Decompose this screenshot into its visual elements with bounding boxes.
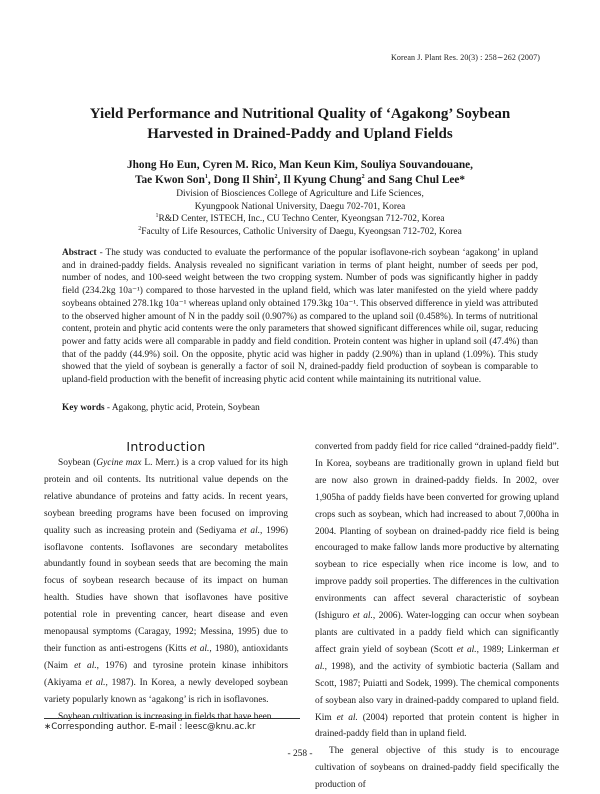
affiliation-1: $^1$R&D Center, ISTECH, Inc., CU Techno Center, Kyeongsan 712-702, Korea bbox=[155, 213, 445, 225]
authors-line-2 bbox=[40, 173, 560, 188]
affiliations bbox=[40, 188, 560, 238]
corresponding-author-footnote: ∗Corresponding author. E-mail : leesc@knu.ac.kr bbox=[44, 722, 256, 732]
keywords bbox=[62, 402, 538, 415]
affiliation-mark: 2 bbox=[361, 174, 365, 181]
title-line-1: Yield Performance and Nutritional Quality of ‘Agakong’ Soybean bbox=[89, 106, 511, 122]
left-column bbox=[44, 439, 288, 726]
intro-paragraph-3: The general objective of this study is to encourage cultivation of soybeans on drained-paddy field specifically the production of bbox=[315, 746, 559, 791]
affiliation-mark: 1 bbox=[204, 174, 208, 181]
affiliation-2: $^2$Faculty of Life Resources, Catholic University of Daegu, Kyeongsan 712-702, Korea bbox=[138, 225, 462, 237]
affiliation-mark: 1 bbox=[155, 213, 159, 220]
affiliation-mark: 2 bbox=[138, 225, 142, 232]
authors-line-1: Jhong Ho Eun, Cyren M. Rico, Man Keun Kim, Souliya Souvandouane, bbox=[127, 159, 473, 171]
author-name: Tae Kwon Son bbox=[134, 174, 205, 186]
right-column bbox=[315, 439, 559, 794]
intro-paragraph-2-continued: converted from paddy field for rice called “drained-paddy field”. In Korea, soybeans are traditionally grown in upland field but are now also grown in drained-paddy fields. In 2002, over 1,905ha of paddy fields have been converted for growing upland crops such as soybean, which had increased to about 7,000ha in 2004. Planting of soybean on drained-paddy rice field is being encouraged to make fallow lands more productive by alternating soybean to rice especially when rice income is low, and to improve paddy soil properties. The differences in the cultivation environments can affect several characteristic of soybean (Ishiguro et al., 2006). Water-logging can occur when soybean plants are cultivated in a paddy field which can significantly affect grain yield of soybean (Scott et al., 1989; Linkerman et al., 1998), and the activity of symbiotic bacteria (Sallam and Scott, 1987; Puiatti and Sodek, 1999). The chemical components of soybean also vary in drained-paddy compared to upland field. Kim et al. (2004) reported that protein content is higher in drained-paddy field than in upland field. bbox=[315, 442, 560, 740]
title-line-2: Harvested in Drained-Paddy and Upland Fields bbox=[147, 126, 453, 142]
abstract bbox=[62, 247, 538, 387]
section-heading: Introduction bbox=[126, 439, 206, 454]
affiliation-main-1: Division of Biosciences College of Agriculture and Life Sciences, bbox=[176, 189, 424, 199]
affiliation-main-2: Kyungpook National University, Daegu 702-701, Korea bbox=[194, 201, 406, 212]
abstract-label: Abstract bbox=[62, 248, 97, 258]
author-name: , Dong Il Shin bbox=[207, 174, 275, 186]
intro-paragraph-2: Soybean cultivation is increasing in fields that have been bbox=[58, 711, 272, 722]
intro-paragraph-1: Soybean (Gycine max L. Merr.) is a crop valued for its high protein and oil contents. Its nutritional value depends on the relative abundance of proteins and fatty acids. In recent years, soybean breeding programs have been focused on improving quality such as increasing protein and (Sediyama et al., 1996) isoflavone contents. Isoflavones are secondary metabolites abundantly found in soybean seeds that are becoming the main focus of soybean research because of its impact on human health. Studies have shown that isoflavones have positive potential role in preventing cancer, heart disease and even menopausal symptoms (Caragay, 1992; Messina, 1995) due to their function as anti-estrogens (Kitts et al., 1980), antioxidants (Naim et al., 1976) and tyrosine protein kinase inhibitors (Akiyama et al., 1987). In Korea, a newly developed soybean variety popularly known as ‘agakong’ is rich in isoflavones. bbox=[44, 458, 288, 705]
abstract-text: - The study was conducted to evaluate the performance of the popular isoflavone-rich soybean ‘agakong’ in upland and in drained-paddy fields. Analysis revealed no significant variation in terms of plant height, number of seeds per pod, number of nodes, and 100-seed weight between the two cropping system. Number of pods was significantly higher in paddy field (234.2kg 10a⁻¹) compared to those harvested in the upland field, which was later manifested on the yield where paddy soybeans obtained 278.1kg 10a⁻¹ whereas upland only obtained 179.3kg 10a⁻¹. This observed difference in yield was attributed to the observed higher amount of N in the paddy soil (0.907%) as compared to the upland soil (0.458%). In terms of nutritional content, protein and phytic acid contents were the only parameters that showed significant differences while oil, sugar, reducing power and fatty acids were all comparable in paddy and field condition. Protein content was higher in upland soil (47.4%) than that of the paddy (44.9%) soil. On the opposite, phytic acid was higher in paddy (2.90%) than in upland (1.09%). This study showed that the yield of soybean is generally a factor of soil N, drained-paddy field production of soybean is comparable to upland-field production with the benefit of increasing phytic acid content while maintaining its nutritional value. bbox=[62, 248, 538, 386]
affiliation-mark: 2 bbox=[274, 174, 278, 181]
author-list bbox=[40, 158, 560, 188]
paper-title bbox=[40, 104, 560, 144]
author-name: and Sang Chul Lee* bbox=[364, 174, 466, 186]
page-number: - 258 - bbox=[287, 749, 313, 759]
journal-reference: Korean J. Plant Res. 20(3) : 258∼262 (2007) bbox=[391, 53, 540, 62]
footnote-divider bbox=[44, 718, 300, 719]
keywords-label: Key words bbox=[62, 403, 105, 413]
author-name: , Il Kyung Chung bbox=[277, 174, 362, 186]
keywords-text: - Agakong, phytic acid, Protein, Soybean bbox=[104, 403, 260, 413]
